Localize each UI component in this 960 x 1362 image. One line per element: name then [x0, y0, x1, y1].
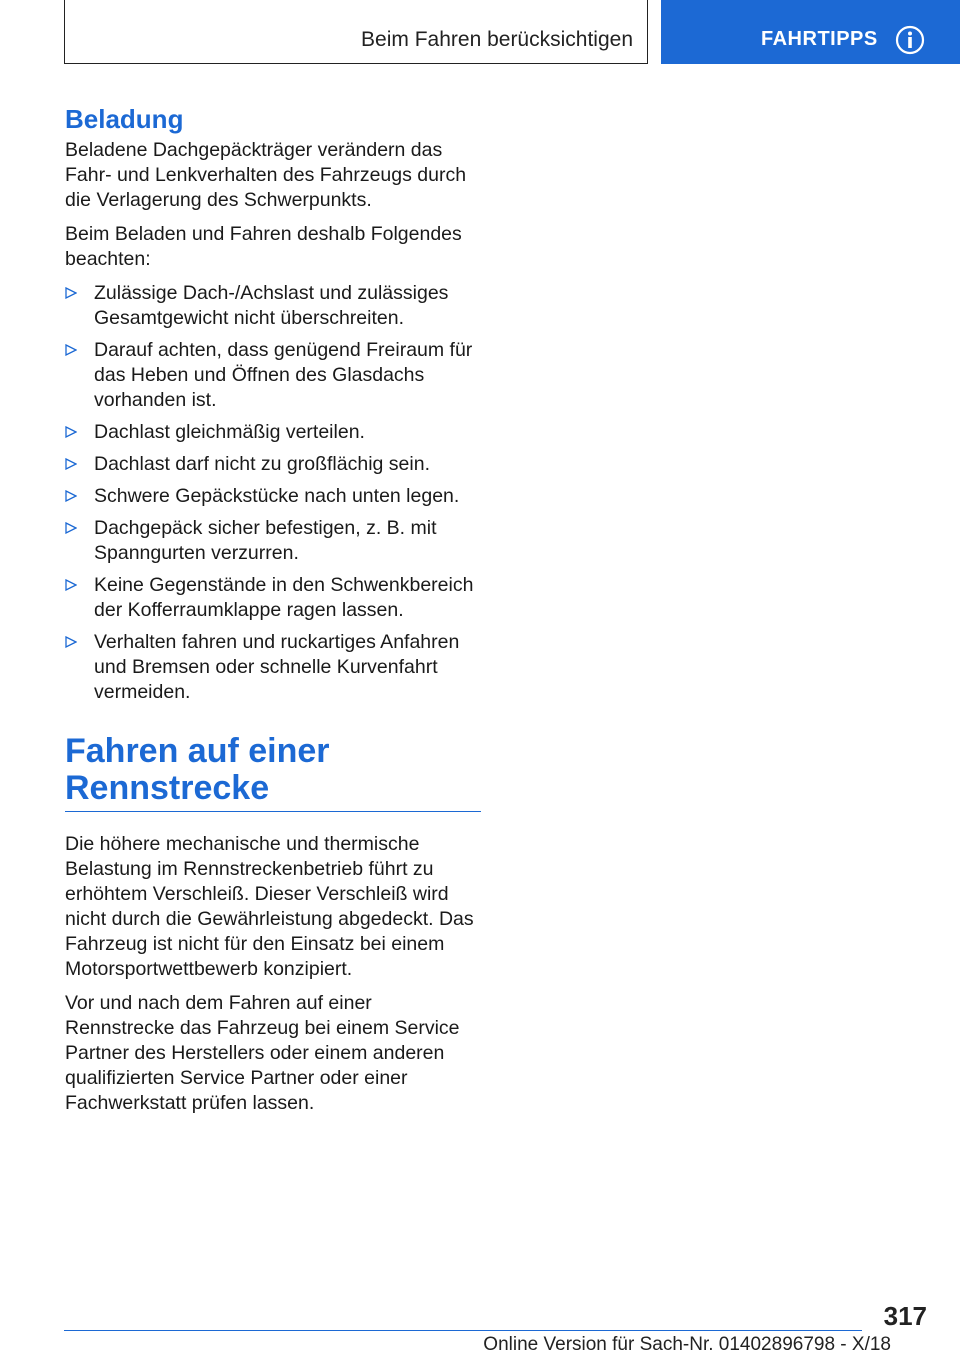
- section-title-beladung: Beladung: [65, 104, 184, 134]
- beladung-lead: Beim Beladen und Fahren deshalb Folgendes beachten:: [65, 223, 462, 270]
- triangle-bullet-icon: [65, 426, 77, 438]
- triangle-bullet-icon: [65, 458, 77, 470]
- section-title-rennstrecke: [65, 733, 481, 811]
- bullet-text: Dachlast gleichmäßig verteilen.: [94, 421, 365, 443]
- header-chapter-tab: [661, 0, 960, 64]
- header-chapter-title: FAHRTIPPS: [761, 28, 878, 50]
- bullet-text: Dachgepäck sicher befestigen, z. B. mit Spanngurten verzurren.: [94, 517, 437, 564]
- triangle-bullet-icon: [65, 287, 77, 299]
- list-item: [65, 516, 481, 566]
- triangle-bullet-icon: [65, 579, 77, 591]
- title-line-2: Rennstrecke: [65, 769, 270, 807]
- footer-divider: [64, 1330, 862, 1331]
- list-item: [65, 452, 481, 477]
- info-icon: [895, 25, 925, 55]
- list-item: [65, 281, 481, 331]
- list-item: [65, 420, 481, 445]
- page-content: [65, 104, 481, 1125]
- list-item: [65, 484, 481, 509]
- triangle-bullet-icon: [65, 344, 77, 356]
- bullet-text: Darauf achten, dass genügend Freiraum für das Heben und Öffnen des Glasdachs vorhanden ist.: [94, 339, 473, 411]
- bullet-text: Schwere Gepäckstücke nach unten legen.: [94, 485, 460, 507]
- rennstrecke-paragraph-2: Vor und nach dem Fahren auf einer Rennstrecke das Fahrzeug bei einem Service Partner des Herstellers oder einem anderen qualifizierten Service Partner oder einer Fachwerkstatt prüfen lassen.: [65, 992, 460, 1114]
- triangle-bullet-icon: [65, 522, 77, 534]
- beladung-intro: Beladene Dachgepäckträger verändern das Fahr- und Lenkverhalten des Fahrzeugs durch die Verlagerung des Schwerpunkts.: [65, 139, 467, 211]
- header-section-box: [64, 0, 648, 64]
- header-section-title: Beim Fahren berücksichtigen: [361, 28, 633, 51]
- title-divider: [65, 811, 481, 812]
- beladung-bullet-list: [65, 281, 481, 705]
- triangle-bullet-icon: [65, 490, 77, 502]
- bullet-text: Dachlast darf nicht zu großflächig sein.: [94, 453, 430, 475]
- list-item: [65, 573, 481, 623]
- bullet-text: Keine Gegenstände in den Schwenkbereich der Kofferraumklappe ragen lassen.: [94, 574, 474, 621]
- page-number: 317: [883, 1301, 927, 1331]
- bullet-text: Zulässige Dach-/Achslast und zulässiges Gesamtgewicht nicht überschreiten.: [94, 282, 449, 329]
- list-item: [65, 338, 481, 413]
- list-item: [65, 630, 481, 705]
- rennstrecke-paragraph-1: Die höhere mechanische und thermische Belastung im Rennstreckenbetrieb führt zu erhöhtem Verschleiß. Dieser Verschleiß wird nicht durch die Gewährleistung abgedeckt. Das Fahrzeug ist nicht für den Einsatz bei einem Motorsportwettbewerb konzipiert.: [65, 833, 474, 980]
- title-line-1: Fahren auf einer: [65, 732, 330, 770]
- footer-online-version: Online Version für Sach-Nr. 01402896798 - X/18: [483, 1334, 891, 1355]
- bullet-text: Verhalten fahren und ruckartiges Anfahren und Bremsen oder schnelle Kurvenfahrt vermeiden.: [94, 631, 460, 703]
- triangle-bullet-icon: [65, 636, 77, 648]
